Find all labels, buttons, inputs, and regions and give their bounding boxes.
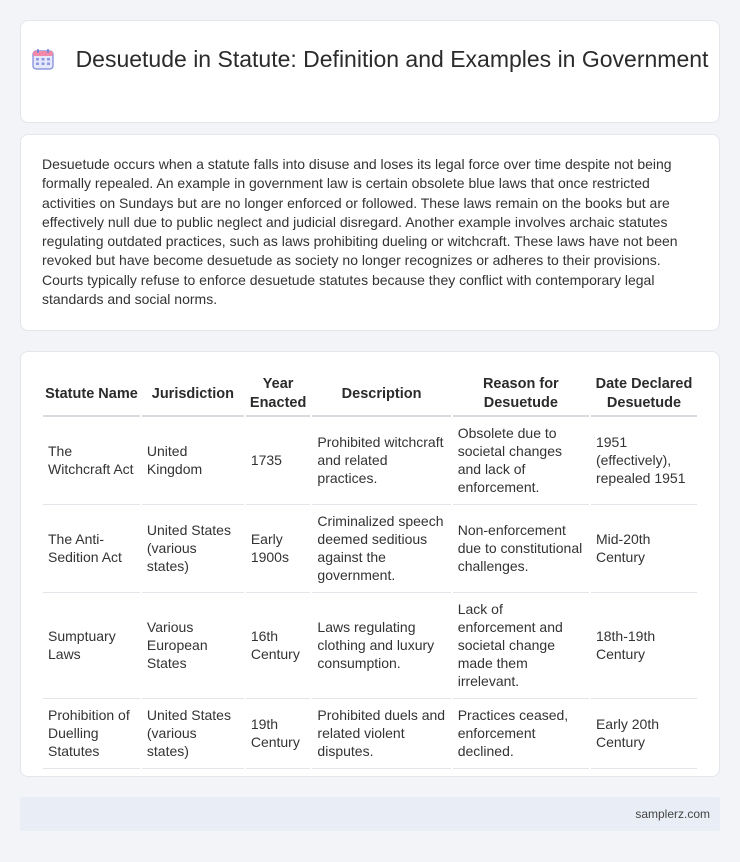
table-cell: Obsolete due to societal changes and lack of enforcement. [453, 417, 589, 505]
table-cell: 19th Century [246, 699, 311, 769]
title-card [20, 20, 720, 123]
table-card [20, 351, 720, 777]
statutes-table [41, 374, 699, 769]
table-cell: United States (various states) [142, 505, 244, 593]
column-header: Description [312, 374, 450, 417]
intro-card [20, 134, 720, 331]
column-header: Reason for Desuetude [453, 374, 589, 417]
column-header: Date Declared Desuetude [591, 374, 697, 417]
table-cell: Sumptuary Laws [43, 593, 140, 699]
table-cell: Criminalized speech deemed seditious against the government. [312, 505, 450, 593]
table-cell: Laws regulating clothing and luxury consumption. [312, 593, 450, 699]
table-row [43, 417, 697, 505]
table-row [43, 505, 697, 593]
table-cell: The Anti-Sedition Act [43, 505, 140, 593]
footer-bar [20, 797, 720, 831]
table-cell: Mid-20th Century [591, 505, 697, 593]
table-cell: The Witchcraft Act [43, 417, 140, 505]
page-title: Desuetude in Statute: Definition and Examples in Government [75, 46, 709, 72]
intro-paragraph: Desuetude occurs when a statute falls into disuse and loses its legal force over time despite not being formally repealed. An example in government law is certain obsolete blue laws that once restricted activities on Sundays but are no longer enforced or followed. These laws remain on the books but are effectively null due to public neglect and judicial disregard. Another example involves archaic statutes regulating outdated practices, such as laws prohibiting dueling or witchcraft. These laws have not been revoked but have become desuetude as society no longer recognizes or adheres to their provisions. Courts typically refuse to enforce desuetude statutes because they conflict with contemporary legal standards and social norms. [42, 156, 678, 308]
table-cell: Prohibition of Duelling Statutes [43, 699, 140, 769]
table-cell: 16th Century [246, 593, 311, 699]
table-row [43, 699, 697, 769]
table-cell: Practices ceased, enforcement declined. [453, 699, 589, 769]
table-cell: Prohibited duels and related violent disputes. [312, 699, 450, 769]
table-header-row [43, 374, 697, 417]
table-cell: Early 20th Century [591, 699, 697, 769]
table-cell: United Kingdom [142, 417, 244, 505]
column-header: Statute Name [43, 374, 140, 417]
table-row [43, 593, 697, 699]
table-cell: Prohibited witchcraft and related practices. [312, 417, 450, 505]
table-cell: 1951 (effectively), repealed 1951 [591, 417, 697, 505]
table-cell: 1735 [246, 417, 311, 505]
calendar-icon [32, 48, 54, 70]
footer-site-link[interactable]: samplerz.com [635, 807, 710, 821]
column-header: Jurisdiction [142, 374, 244, 417]
table-cell: United States (various states) [142, 699, 244, 769]
table-cell: Early 1900s [246, 505, 311, 593]
column-header: Year Enacted [246, 374, 311, 417]
table-cell: Lack of enforcement and societal change made them irrelevant. [453, 593, 589, 699]
table-cell: 18th-19th Century [591, 593, 697, 699]
table-cell: Non-enforcement due to constitutional challenges. [453, 505, 589, 593]
table-cell: Various European States [142, 593, 244, 699]
page-title-block [21, 45, 719, 74]
